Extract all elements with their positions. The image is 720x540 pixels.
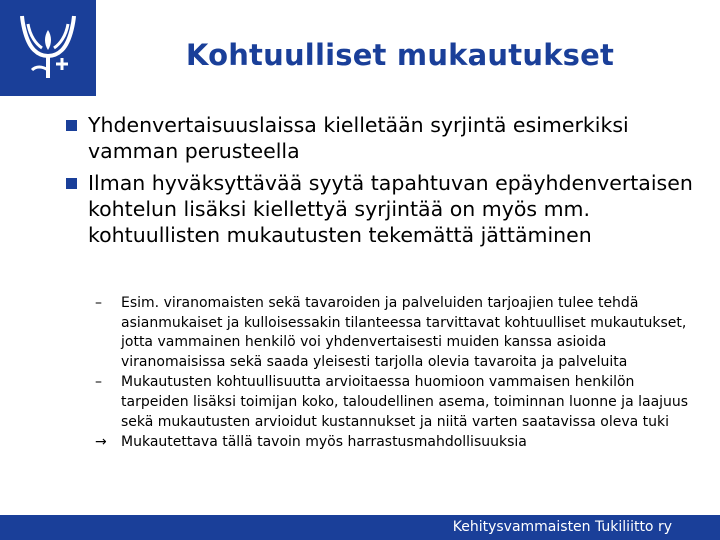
sub-bullet-item xyxy=(95,294,695,372)
sub-bullet-item xyxy=(95,373,695,432)
tulip-logo-icon xyxy=(14,10,82,86)
bullet-item xyxy=(60,170,700,248)
dash-marker: – xyxy=(95,374,102,391)
square-bullet-icon xyxy=(66,120,77,131)
slide-title: Kohtuulliset mukautukset xyxy=(185,38,615,72)
sub-bullet-text: Mukautettava tällä tavoin myös harrastusmahdollisuuksia xyxy=(121,434,527,451)
sub-bullet-text: Esim. viranomaisten sekä tavaroiden ja palveluiden tarjoajien tulee tehdä asianmukaiset ja kulloisessakin tilanteessa tarvittavat kohtuulliset mukautukset, jotta vammainen henkilö voi yhdenvertaisesti muiden kanssa asioida viranomaisissa sekä saada yleisesti tarjolla olevia tavaroita ja palveluita xyxy=(121,295,687,370)
arrow-right-icon: → xyxy=(95,434,107,451)
bullet-text: Yhdenvertaisuuslaissa kielletään syrjintä esimerkiksi vamman perusteella xyxy=(88,113,629,163)
dash-marker: – xyxy=(95,295,102,311)
bullet-item xyxy=(60,112,700,164)
logo xyxy=(0,0,96,96)
bullet-list xyxy=(60,112,700,254)
square-bullet-icon xyxy=(66,178,77,189)
sub-bullet-item xyxy=(95,433,695,453)
sub-bullet-list xyxy=(95,294,695,454)
footer-org-name: Kehitysvammaisten Tukiliitto ry xyxy=(452,519,672,535)
bullet-text: Ilman hyväksyttävää syytä tapahtuvan epäyhdenvertaisen kohtelun lisäksi kiellettyä syrjintää on myös mm. kohtuullisten mukautusten tekemättä jättäminen xyxy=(88,171,693,247)
sub-bullet-text: Mukautusten kohtuullisuutta arvioitaessa huomioon vammaisen henkilön tarpeiden lisäksi toimijan koko, taloudellinen asema, toiminnan luonne ja laajuus sekä mukautusten arvioidut kustannukset ja niitä varten saatavissa oleva tuki xyxy=(121,374,689,430)
footer-bar xyxy=(0,515,720,540)
